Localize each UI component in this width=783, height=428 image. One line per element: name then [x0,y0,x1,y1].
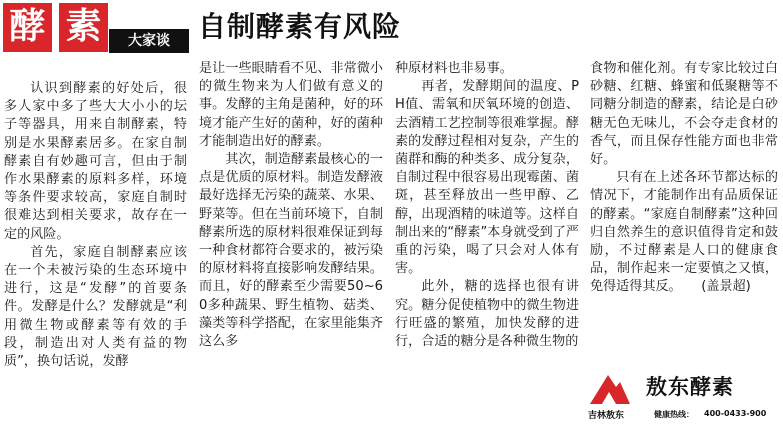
brand-company: 吉林敖东 [588,411,625,421]
article-column-1 [4,80,187,426]
article-paragraph: 认识到酵素的好处后，很多人家中多了些大大小小的坛子等器具，用来自制酵素，特别是水果酵素居多。在家自制酵素自有妙趣可言，但由于制作水果酵素的原料多样，环境等条件要求较高，家庭自制时很难达到相关要求，故存在一定的风险。 [4,81,187,242]
article-column-3 [395,60,579,426]
red-mountain-logo-icon [588,372,632,406]
section-badge-char-2: 素 [59,3,108,52]
article-paragraph: 食物和催化剂。有专家比较过白砂糖、红糖、蜂蜜和低聚糖等不同糖分制造的酵素，结论是白砂糖无色无味儿，不会夺走食材的香气，而且保存性能方面也非常好。 [590,61,778,168]
article-paragraph: 种原材料也非易事。 [395,61,513,76]
article-paragraph: 其次，制造酵素最核心的一点是优质的原材料。制造发酵液最好选择无污染的蔬菜、水果、野菜等。但在当前环境下，自制酵素所选的原材料很难保证到每一种食材都符合要求的，被污染的原材料将直接影响发酵结果。而且，好的酵素至少需要50~60多种蔬果、野生植物、菇类、藻类等科学搭配，在家里能集齐这么多 [199,152,383,350]
article-paragraph: 只有在上述各环节都达标的情况下，才能制作出有品质保证的酵素。“家庭自制酵素”这种回归自然养生的意识值得肯定和鼓励，不过酵素是人口的健康食品，制作起来一定要慎之又慎，免得适得其反。 (盖景超) [590,170,778,295]
section-badge-char-1: 酵 [3,3,52,52]
article-column-4 [590,60,778,368]
article-paragraph: 是让一些眼睛看不见、非常微小的微生物来为人们做有意义的事。发酵的主角是菌种，好的环境才能产生好的菌种，好的菌种才能制造出好的酵素。 [199,61,383,149]
hotline-number: 400-0433-900 [704,409,767,418]
article-title: 自制酵素有风险 [198,10,402,43]
brand-name: 敖东酵素 [646,374,734,399]
article-paragraph: 此外，糖的选择也很有讲究。糖分促使植物中的微生物进行旺盛的繁殖，加快发酵的进行，合适的糖分是各种微生物的 [395,279,579,350]
advertisement-block [586,370,780,424]
section-tag: 大家谈 [109,29,189,53]
article-paragraph: 再者，发酵期间的温度、PH值、需氧和厌氧环境的创造、去酒精工艺控制等很难掌握。酵素的发酵过程相对复杂，产生的菌群和酶的种类多、成分复杂，自制过程中很容易出现霉菌、菌斑，甚至释放出一些甲醇、乙醇，出现酒精的味道等。这样自制出来的“酵素”本身就受到了严重的污染，喝了只会对人体有害。 [395,79,579,277]
article-column-2 [199,60,383,426]
article-paragraph: 首先，家庭自制酵素应该在一个未被污染的生态环境中进行，这是“发酵”的首要条件。发酵是什么？发酵就是“利用微生物或酵素等有效的手段，制造出对人类有益的物质”，换句话说，发酵 [4,244,187,370]
hotline-label: 健康热线： [654,410,694,419]
